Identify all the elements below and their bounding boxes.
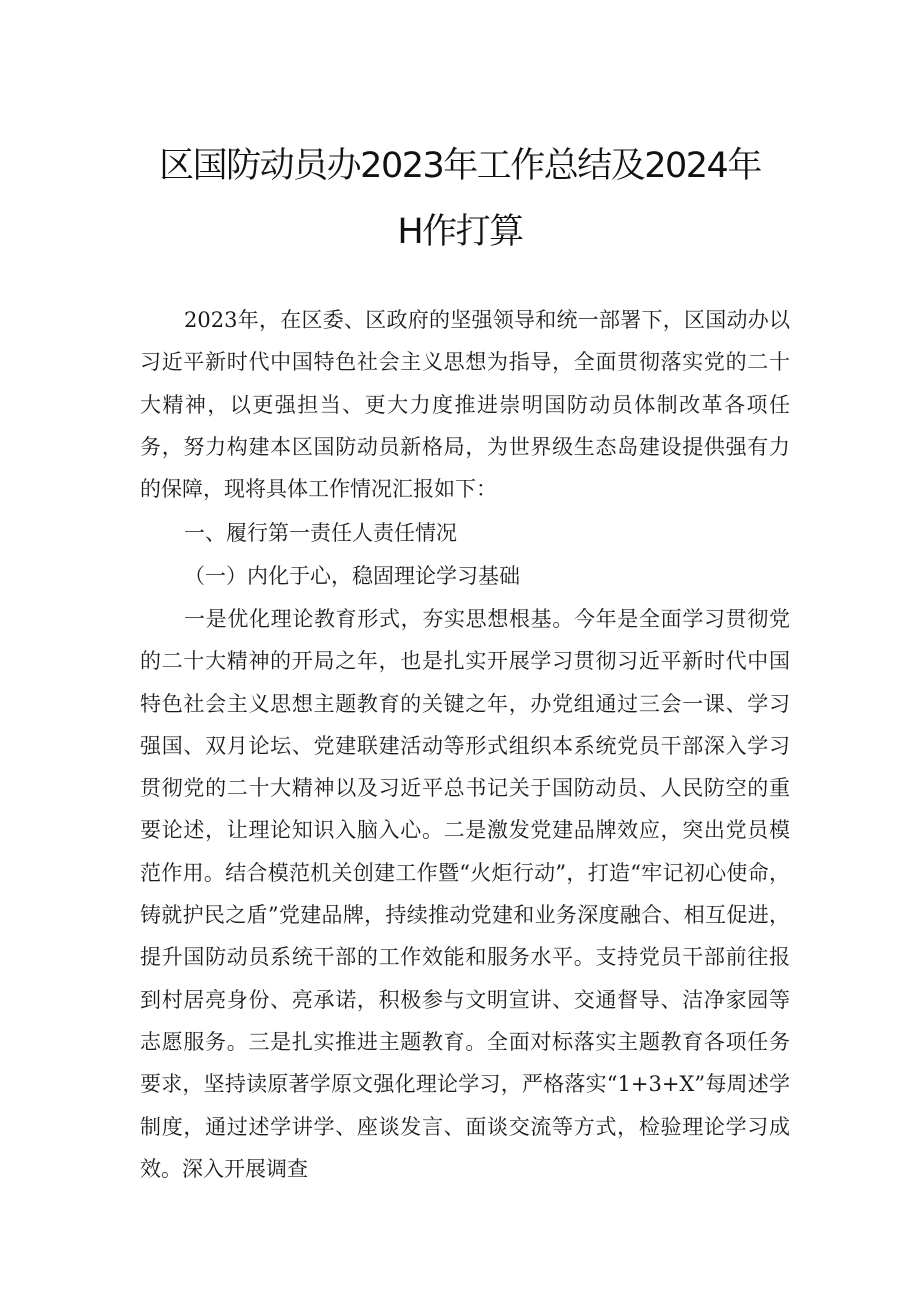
document-title-line-1: 区国防动员办2023年工作总结及2024年 — [159, 146, 761, 186]
document-title-line-2: H作打算 — [397, 212, 523, 252]
subsection-heading-1: （一）内化于心，稳固理论学习基础 — [184, 564, 520, 588]
intro-paragraph: 2023年，在区委、区政府的坚强领导和统一部署下，区国动办以习近平新时代中国特色社会主义思想为指导，全面贯彻落实党的二十大精神，以更强担当、更大力度推进崇明国防动员体制改革各项任务，努力构建本区国防动员新格局，为世界级生态岛建设提供强有力的保障，现将具体工作情况汇报如下： — [140, 308, 790, 502]
body-paragraph-1: 一是优化理论教育形式，夯实思想根基。今年是全面学习贯彻党的二十大精神的开局之年，也是扎实开展学习贯彻习近平新时代中国特色社会主义思想主题教育的关键之年，办党组通过三会一课、学习强国、双月论坛、党建联建活动等形式组织本系统党员干部深入学习贯彻党的二十大精神以及习近平总书记关于国防动员、人民防空的重要论述，让理论知识入脑入心。二是激发党建品牌效应，突出党员模范作用。结合模范机关创建工作暨“火炬行动”，打造“牢记初心使命，铸就护民之盾”党建品牌，持续推动党建和业务深度融合、相互促进，提升国防动员系统干部的工作效能和服务水平。支持党员干部前往报到村居亮身份、亮承诺，积极参与文明宣讲、交通督导、洁净家园等志愿服务。三是扎实推进主题教育。全面对标落实主题教育各项任务要求，坚持读原著学原文强化理论学习，严格落实“1+3+X”每周述学制度，通过述学讲学、座谈发言、面谈交流等方式，检验理论学习成效。深入开展调查 — [140, 607, 790, 1181]
section-heading-1: 一、履行第一责任人责任情况 — [184, 521, 457, 545]
